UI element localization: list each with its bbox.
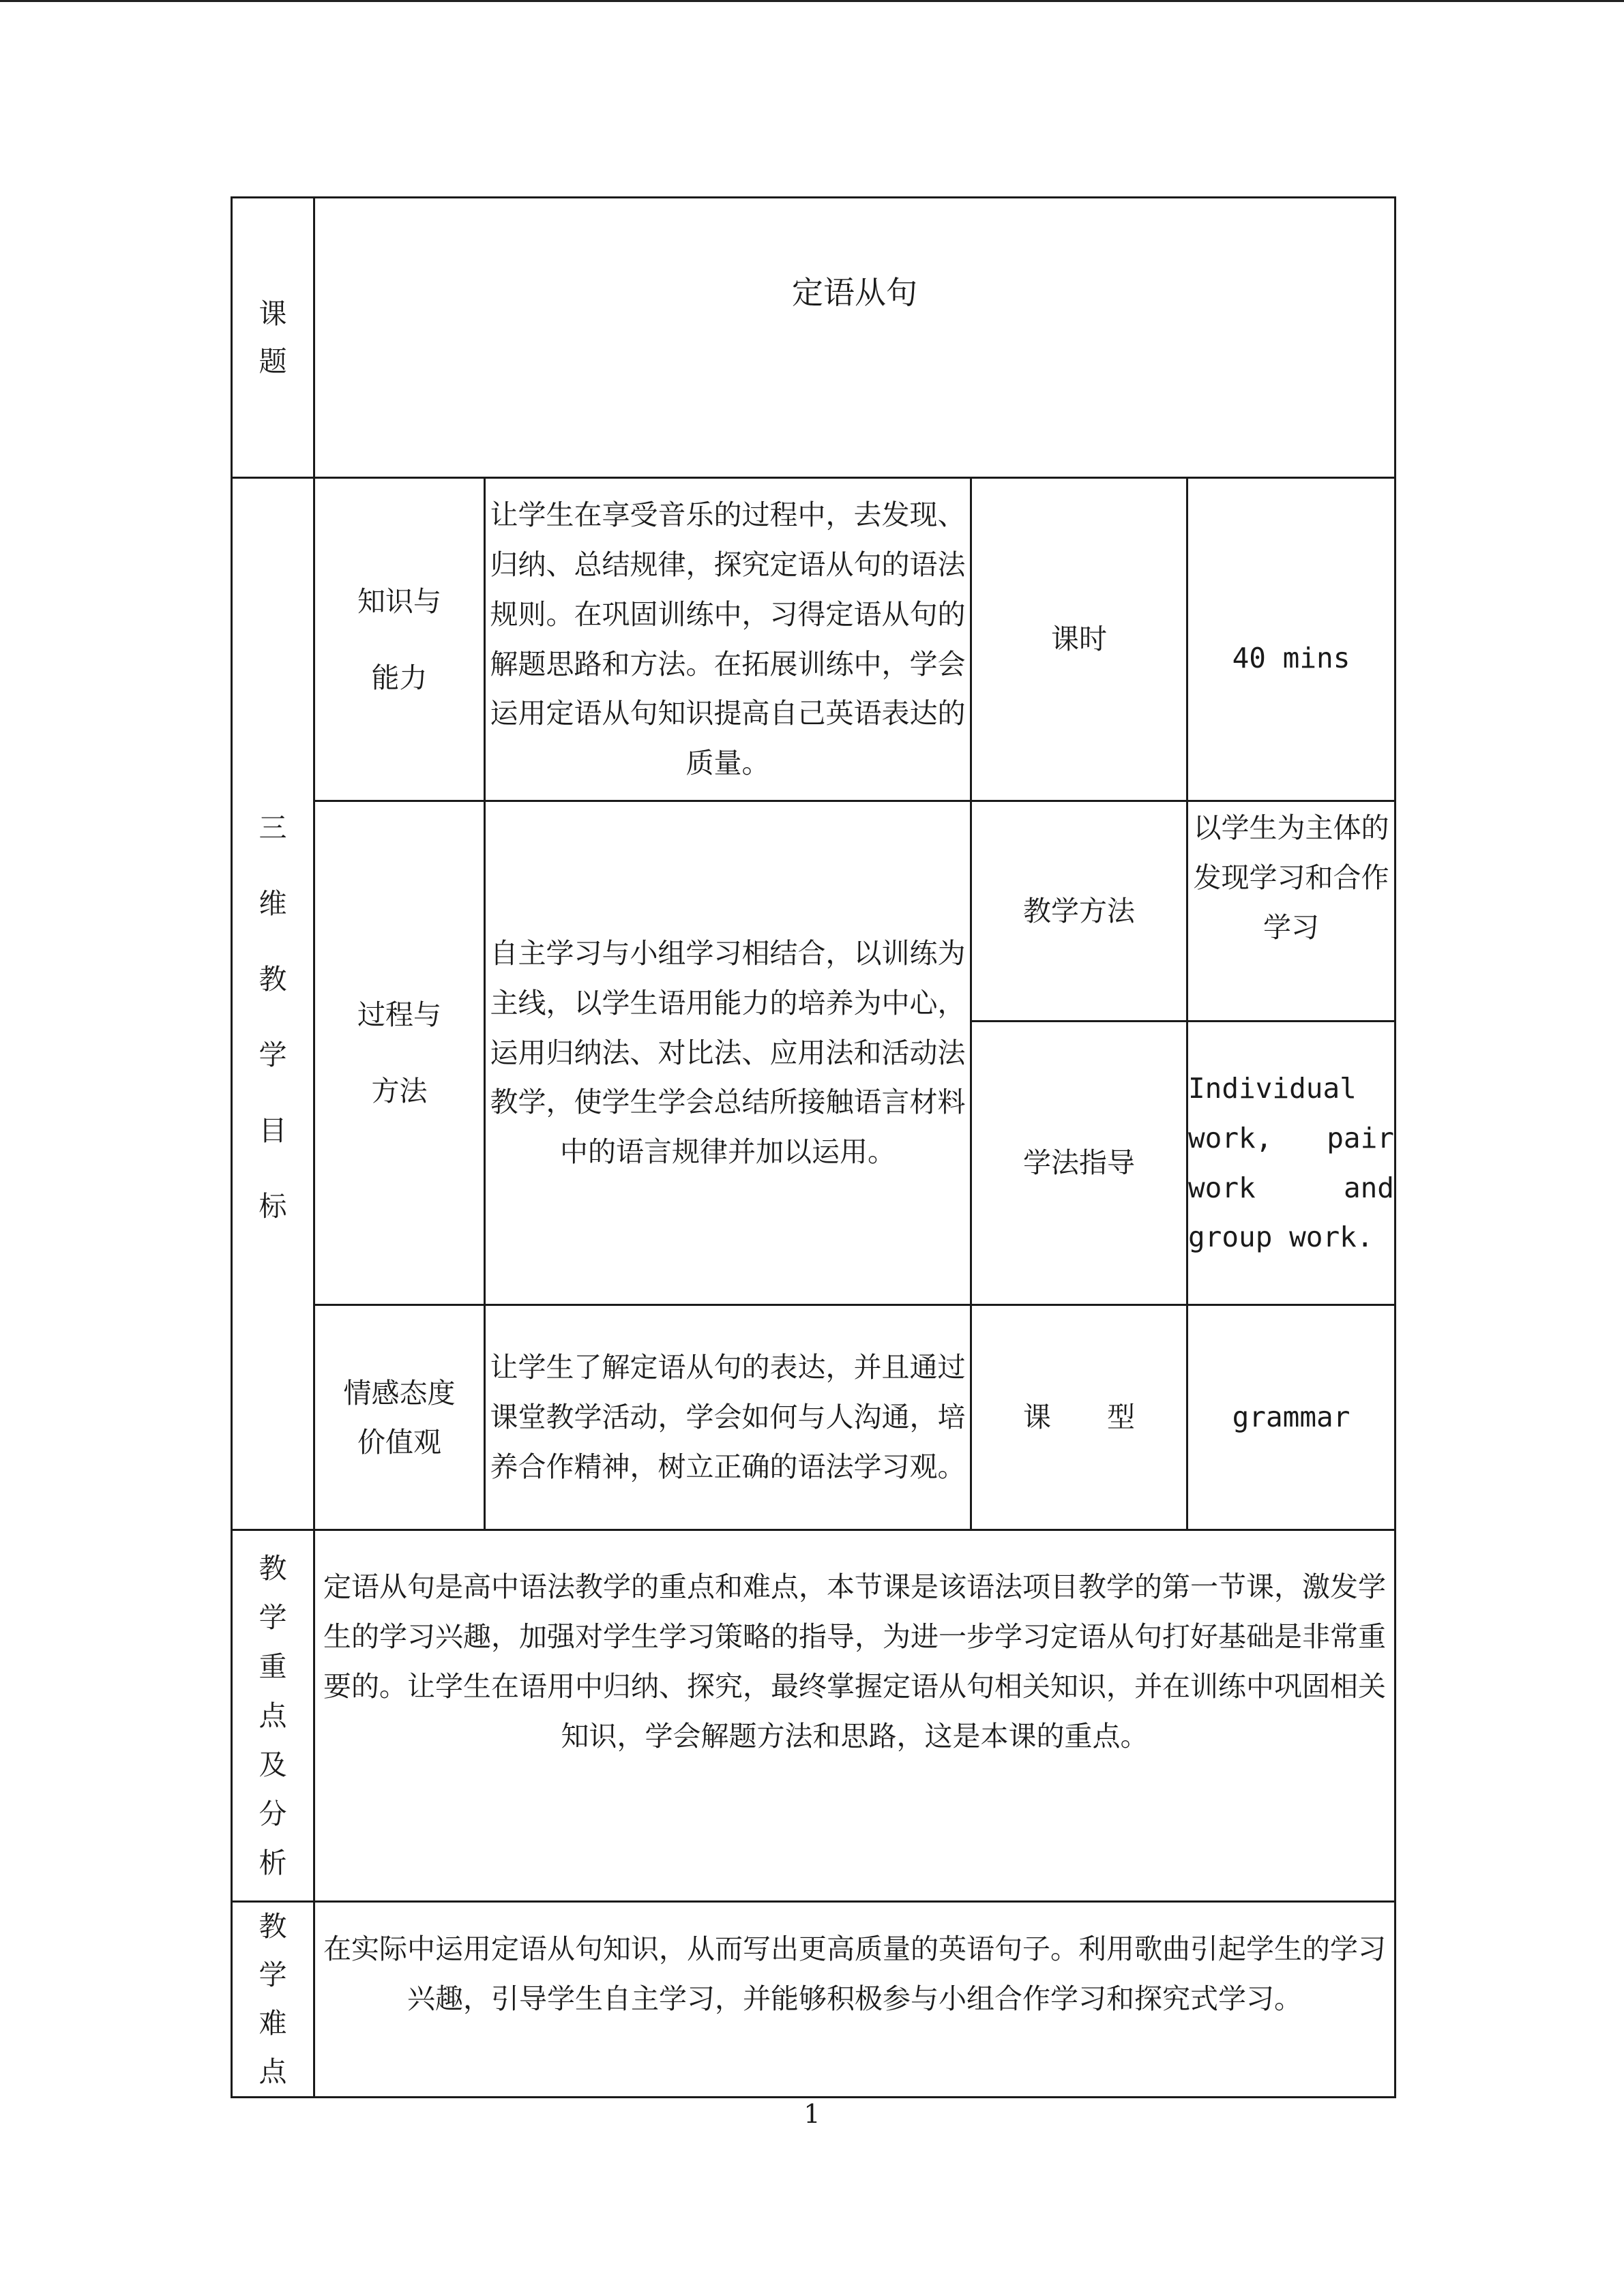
objectives-label-char: 维 <box>259 887 287 920</box>
knowledge-label <box>314 478 485 801</box>
focus-row <box>232 1530 1396 1902</box>
difficulty-text: 在实际中运用定语从句知识，从而写出更高质量的英语句子。利用歌曲引起学生的学习兴趣，引导学生自主学习，并能够积极参与小组合作学习和探究式学习。 <box>314 1902 1396 2098</box>
study-guide-word: work <box>1188 1171 1256 1204</box>
process-label <box>314 801 485 1305</box>
lesson-type-value: grammar <box>1187 1305 1396 1530</box>
knowledge-label-line: 知识与 <box>357 584 441 618</box>
difficulty-row <box>232 1902 1396 2098</box>
emotion-text: 让学生了解定语从句的表达，并且通过课堂教学活动，学会如何与人沟通，培养合作精神，树立正确的语法学习观。 <box>485 1305 971 1530</box>
difficulty-label-char: 学 <box>259 1958 287 1991</box>
focus-label-char: 析 <box>259 1847 287 1879</box>
teaching-method-label: 教学方法 <box>971 801 1187 1022</box>
study-guide-word: Individual <box>1188 1071 1357 1105</box>
objectives-label-char: 学 <box>259 1039 287 1071</box>
focus-label-char: 分 <box>259 1798 287 1830</box>
objectives-label-char: 教 <box>259 963 287 996</box>
lesson-plan-table <box>231 196 1396 2098</box>
study-guide-label: 学法指导 <box>971 1022 1187 1305</box>
class-hours-value: 40 mins <box>1187 478 1396 801</box>
topic-label-char: 课 <box>259 297 287 330</box>
objectives-label-char: 目 <box>259 1114 287 1147</box>
study-guide-line <box>1188 1212 1394 1262</box>
focus-label-char: 及 <box>259 1748 287 1781</box>
emotion-label-line: 价值观 <box>357 1425 441 1459</box>
objectives-label-char: 标 <box>259 1190 287 1223</box>
knowledge-label-line: 能力 <box>371 661 428 694</box>
focus-text: 定语从句是高中语法教学的重点和难点，本节课是该语法项目教学的第一节课，激发学生的学习兴趣，加强对学生学习策略的指导，为进一步学习定语从句打好基础是非常重要的。让学生在语用中归纳、探究，最终掌握定语从句相关知识，并在训练中巩固相关知识，学会解题方法和思路，这是本课的重点。 <box>314 1530 1396 1902</box>
study-guide-line <box>1188 1163 1394 1213</box>
study-guide-line <box>1188 1064 1394 1114</box>
difficulty-label-char: 难 <box>259 2007 287 2040</box>
topic-title: 定语从句 <box>314 198 1396 478</box>
process-label-line: 方法 <box>371 1075 428 1107</box>
teaching-method-value: 以学生为主体的发现学习和合作学习 <box>1187 801 1396 1022</box>
focus-label <box>232 1530 314 1902</box>
study-guide-word: group work. <box>1188 1221 1374 1254</box>
process-row <box>232 801 1396 1022</box>
emotion-row <box>232 1305 1396 1530</box>
study-guide-value <box>1187 1022 1396 1305</box>
process-label-line: 过程与 <box>357 998 441 1031</box>
difficulty-label-char: 点 <box>259 2055 287 2088</box>
difficulty-label-char: 教 <box>259 1910 287 1943</box>
emotion-label <box>314 1305 485 1530</box>
study-guide-word: work, <box>1188 1121 1273 1154</box>
class-hours-label: 课时 <box>971 478 1187 801</box>
topic-label <box>232 198 314 478</box>
objectives-label-char: 三 <box>259 811 287 844</box>
study-guide-word: and <box>1343 1171 1394 1204</box>
topic-row <box>232 198 1396 478</box>
objectives-label <box>232 478 314 1530</box>
focus-label-char: 点 <box>259 1699 287 1732</box>
top-border-line <box>0 0 1624 2</box>
focus-label-char: 重 <box>259 1650 287 1683</box>
study-guide-line <box>1188 1114 1394 1163</box>
emotion-label-line: 情感态度 <box>343 1376 456 1410</box>
lesson-type-label: 课 型 <box>971 1305 1187 1530</box>
page-number: 1 <box>803 2099 821 2129</box>
focus-label-char: 学 <box>259 1601 287 1634</box>
knowledge-text: 让学生在享受音乐的过程中，去发现、归纳、总结规律，探究定语从句的语法规则。在巩固训练中，习得定语从句的解题思路和方法。在拓展训练中，学会运用定语从句知识提高自己英语表达的质量。 <box>485 478 971 801</box>
knowledge-row <box>232 478 1396 801</box>
study-guide-word: pair <box>1327 1121 1394 1154</box>
difficulty-label <box>232 1902 314 2098</box>
focus-label-char: 教 <box>259 1552 287 1585</box>
process-text: 自主学习与小组学习相结合，以训练为主线，以学生语用能力的培养为中心，运用归纳法、对比法、应用法和活动法教学，使学生学会总结所接触语言材料中的语言规律并加以运用。 <box>485 801 971 1305</box>
topic-label-char: 题 <box>259 345 287 378</box>
